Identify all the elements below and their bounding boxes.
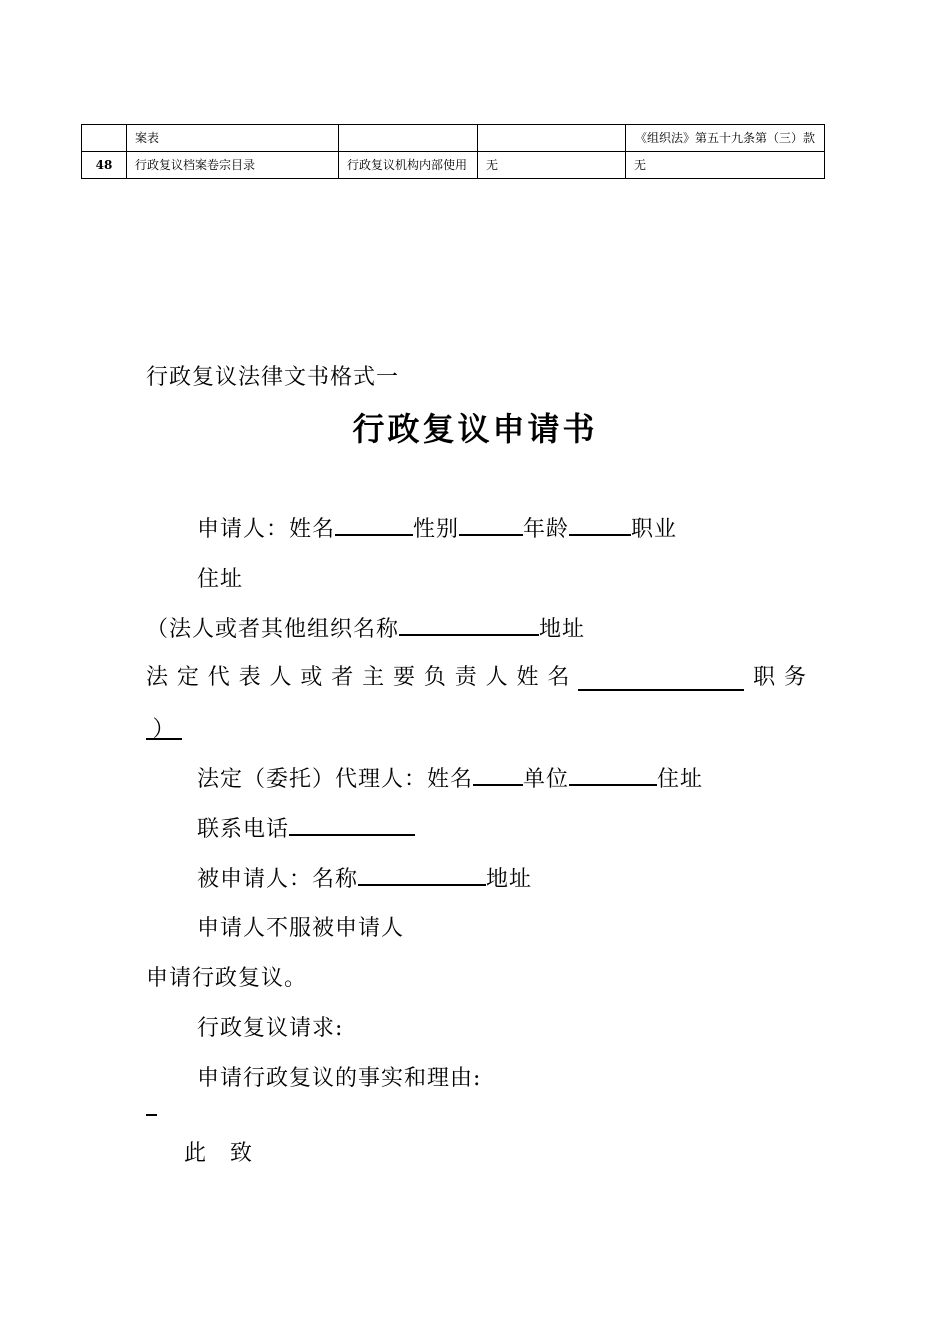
record-period: 无 [478,152,626,179]
legal-rep-char: 名 [547,665,570,690]
org-name-blank[interactable] [399,612,539,636]
row-number: 48 [82,152,127,179]
legal-rep-char: 或 [300,665,323,690]
record-name: 行政复议档案卷宗目录 [127,152,339,179]
applicant-line [197,512,677,543]
record-table [81,124,825,179]
applicant-age-label: 年龄 [523,517,570,542]
phone-blank[interactable] [289,812,415,836]
org-name-label: （法人或者其他组织名称 [146,617,400,642]
record-scope [339,125,478,152]
legal-rep-char: 定 [176,665,199,690]
agent-name-label: 法定（委托）代理人：姓名 [197,767,474,792]
phone-label: 联系电话 [197,817,290,842]
legal-rep-name-blank[interactable] [578,667,744,691]
record-period [478,125,626,152]
legal-rep-char: 职 [753,665,776,690]
legal-rep-char: 人 [485,665,508,690]
agent-line [197,762,703,793]
legal-rep-line [146,660,806,691]
dispute-statement: 申请人不服被申请人 [197,916,405,941]
applicant-address-label: 住址 [197,567,244,592]
legal-rep-char: 姓 [516,665,539,690]
legal-rep-char: 要 [393,665,416,690]
legal-rep-char: 负 [423,665,446,690]
phone-line [197,812,415,843]
legal-rep-char: 表 [238,665,261,690]
applicant-gender-label: 性别 [413,517,460,542]
applicant-job-label: 职业 [631,517,678,542]
record-basis: 《组织法》第五十九条第（三）款 [626,125,825,152]
legal-rep-char: 人 [269,665,292,690]
legal-rep-char: 法 [146,665,169,690]
legal-rep-char: 责 [454,665,477,690]
record-basis: 无 [626,152,825,179]
legal-rep-char: 者 [331,665,354,690]
page-title: 行政复议申请书 [352,410,598,448]
respondent-name-blank[interactable] [358,862,486,886]
respondent-address-label: 地址 [486,867,533,892]
legal-rep-char: 务 [783,665,806,690]
agent-name-blank[interactable] [473,762,523,786]
org-line [146,612,585,643]
legal-rep-char: 代 [207,665,230,690]
record-scope: 行政复议机构内部使用 [339,152,478,179]
closing-paren [146,712,182,740]
dash-mark [146,1114,157,1116]
applicant-gender-blank[interactable] [459,512,523,536]
applicant-age-blank[interactable] [569,512,631,536]
form-heading: 行政复议法律文书格式一 [146,365,400,390]
table-row [82,125,825,152]
facts-label: 申请行政复议的事实和理由: [197,1066,482,1091]
apply-statement: 申请行政复议。 [146,966,308,991]
salutation: 此 致 [184,1141,254,1166]
legal-rep-char: 主 [362,665,385,690]
closing-paren-text: ） [152,717,176,742]
respondent-name-label: 被申请人：名称 [197,867,359,892]
request-label: 行政复议请求: [197,1016,344,1041]
row-number [82,125,127,152]
agent-address-label: 住址 [657,767,704,792]
org-address-label: 地址 [539,617,586,642]
agent-unit-label: 单位 [523,767,570,792]
respondent-line [197,862,532,893]
applicant-name-blank[interactable] [335,512,413,536]
applicant-name-label: 申请人：姓名 [197,517,336,542]
table-row [82,152,825,179]
agent-unit-blank[interactable] [569,762,657,786]
record-name: 案表 [127,125,339,152]
